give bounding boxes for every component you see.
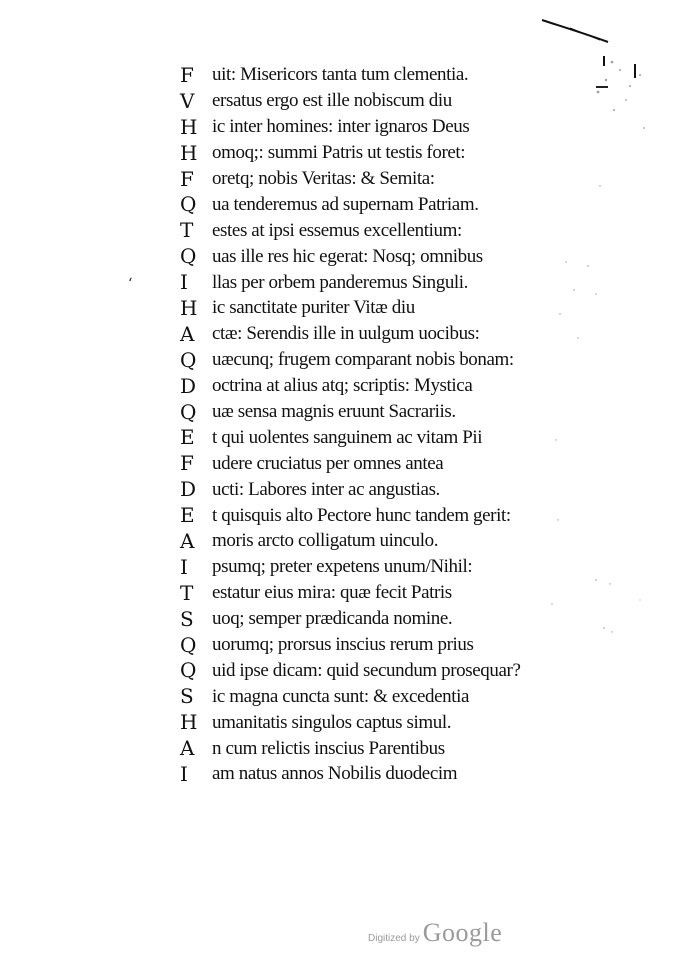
verse-initial: A xyxy=(180,736,195,761)
verse-initial: A xyxy=(180,528,195,553)
verse-initial: S xyxy=(180,606,194,631)
verse-line xyxy=(180,580,620,606)
verse-line xyxy=(180,295,620,321)
verse-line xyxy=(180,243,620,269)
ink-stroke-mark xyxy=(540,18,610,44)
verse-initial: H xyxy=(180,140,198,165)
verse-initial: V xyxy=(180,88,195,113)
verse-initial: I xyxy=(180,761,188,786)
verse-line xyxy=(180,321,620,347)
verse-line xyxy=(180,62,620,88)
verse-line xyxy=(180,528,620,554)
verse-text: umanitatis singulos captus simul. xyxy=(212,711,452,733)
verse-text: uit: Misericors tanta tum clementia. xyxy=(212,64,469,86)
verse-initial: D xyxy=(180,477,197,502)
verse-text: uæ sensa magnis eruunt Sacrariis. xyxy=(212,401,456,423)
digitization-watermark xyxy=(368,918,502,948)
verse-initial: Q xyxy=(180,632,197,657)
verse-line xyxy=(180,399,620,425)
verse-line xyxy=(180,554,620,580)
verse-line xyxy=(180,683,620,709)
verse-line xyxy=(180,502,620,528)
verse-line xyxy=(180,424,620,450)
verse-initial: F xyxy=(180,451,194,476)
verse-line xyxy=(180,191,620,217)
watermark-prefix: Digitized by xyxy=(368,933,420,944)
verse-line xyxy=(180,88,620,114)
verse-initial: F xyxy=(180,62,194,87)
verse-line xyxy=(180,217,620,243)
verse-initial: I xyxy=(180,554,188,579)
verse-initial: Q xyxy=(180,347,197,372)
verse-text: uoq; semper prædicanda nomine. xyxy=(212,608,453,630)
verse-line xyxy=(180,114,620,140)
verse-initial: Q xyxy=(180,192,197,217)
verse-text: uas ille res hic egerat: Nosq; omnibus xyxy=(212,245,483,267)
verse-text: uæcunq; frugem comparant nobis bonam: xyxy=(212,349,514,371)
verse-text: psumq; preter expetens unum/Nihil: xyxy=(212,556,473,578)
verse-text: t quisquis alto Pectore hunc tandem gerit: xyxy=(212,504,511,526)
verse-line xyxy=(180,657,620,683)
verse-text: ic sanctitate puriter Vitæ diu xyxy=(212,297,415,319)
verse-initial: F xyxy=(180,166,194,191)
verse-line xyxy=(180,450,620,476)
verse-text-block xyxy=(180,62,620,787)
verse-line xyxy=(180,735,620,761)
verse-text: ucti: Labores inter ac angustias. xyxy=(212,478,440,500)
verse-text: octrina at alius atq; scriptis: Mystica xyxy=(212,375,473,397)
verse-text: ic magna cuncta sunt: & excedentia xyxy=(212,685,470,707)
verse-line xyxy=(180,476,620,502)
verse-initial: T xyxy=(180,580,194,605)
verse-initial: E xyxy=(180,503,195,528)
verse-initial: I xyxy=(180,270,188,295)
verse-initial: T xyxy=(180,218,194,243)
verse-text: uorumq; prorsus inscius rerum prius xyxy=(212,634,474,656)
verse-line xyxy=(180,269,620,295)
verse-initial: Q xyxy=(180,399,197,424)
verse-text: ua tenderemus ad supernam Patriam. xyxy=(212,193,479,215)
verse-text: am natus annos Nobilis duodecim xyxy=(212,763,458,785)
verse-text: n cum relictis inscius Parentibus xyxy=(212,737,445,759)
verse-text: llas per orbem panderemus Singuli. xyxy=(212,271,469,293)
verse-line xyxy=(180,140,620,166)
verse-text: udere cruciatus per omnes antea xyxy=(212,452,444,474)
verse-line xyxy=(180,709,620,735)
verse-line xyxy=(180,632,620,658)
verse-initial: H xyxy=(180,295,198,320)
verse-initial: A xyxy=(180,321,195,346)
verse-line xyxy=(180,347,620,373)
verse-text: ic inter homines: inter ignaros Deus xyxy=(212,116,470,138)
verse-text: ersatus ergo est ille nobiscum diu xyxy=(212,90,452,112)
verse-initial: E xyxy=(180,425,195,450)
verse-initial: H xyxy=(180,114,198,139)
verse-text: ctæ: Serendis ille in uulgum uocibus: xyxy=(212,323,480,345)
verse-text: estes at ipsi essemus excellentium: xyxy=(212,219,462,241)
verse-initial: Q xyxy=(180,658,197,683)
google-logo: Google xyxy=(422,918,503,947)
verse-initial: D xyxy=(180,373,197,398)
verse-initial: H xyxy=(180,710,198,735)
verse-text: omoq;: summi Patris ut testis foret: xyxy=(212,142,466,164)
verse-text: oretq; nobis Veritas: & Semita: xyxy=(212,168,435,189)
verse-line xyxy=(180,166,620,192)
verse-text: t qui uolentes sanguinem ac vitam Pii xyxy=(212,426,483,448)
verse-line xyxy=(180,761,620,787)
verse-line xyxy=(180,373,620,399)
verse-text: estatur eius mira: quæ fecit Patris xyxy=(212,582,452,604)
verse-line xyxy=(180,606,620,632)
verse-text: moris arcto colligatum uinculo. xyxy=(212,530,439,552)
verse-initial: S xyxy=(180,684,194,709)
margin-mark: ‘ xyxy=(128,276,133,292)
verse-text: uid ipse dicam: quid secundum prosequar? xyxy=(212,659,521,681)
verse-initial: Q xyxy=(180,244,197,269)
